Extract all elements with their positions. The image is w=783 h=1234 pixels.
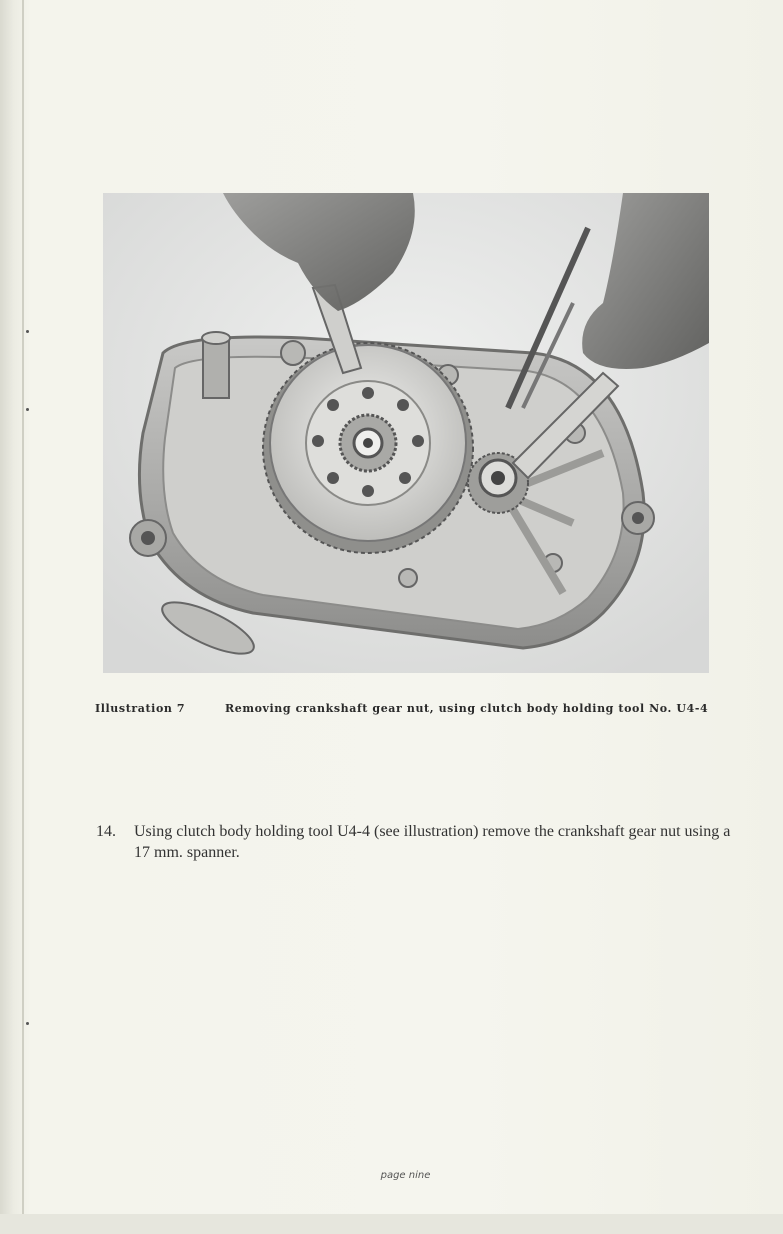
figure-caption-text: Removing crankshaft gear nut, using clutch body holding tool No. U4-4 — [225, 702, 709, 715]
step-text: Using clutch body holding tool U4-4 (see illustration) remove the crankshaft gear nut using a 17 mm. spanner. — [134, 823, 731, 861]
page-bottom-edge — [0, 1214, 783, 1234]
figure-label: Illustration 7 — [95, 702, 186, 715]
page-number: page nine — [380, 1170, 431, 1181]
binding-hole — [26, 408, 29, 411]
binding-hole — [26, 1022, 29, 1025]
step-number: 14. — [96, 823, 116, 840]
figure-caption — [95, 702, 725, 718]
crankcase-illustration — [103, 193, 709, 673]
page-gutter — [22, 0, 24, 1234]
binding-hole — [26, 330, 29, 333]
engine-crankcase-photo — [103, 193, 709, 673]
